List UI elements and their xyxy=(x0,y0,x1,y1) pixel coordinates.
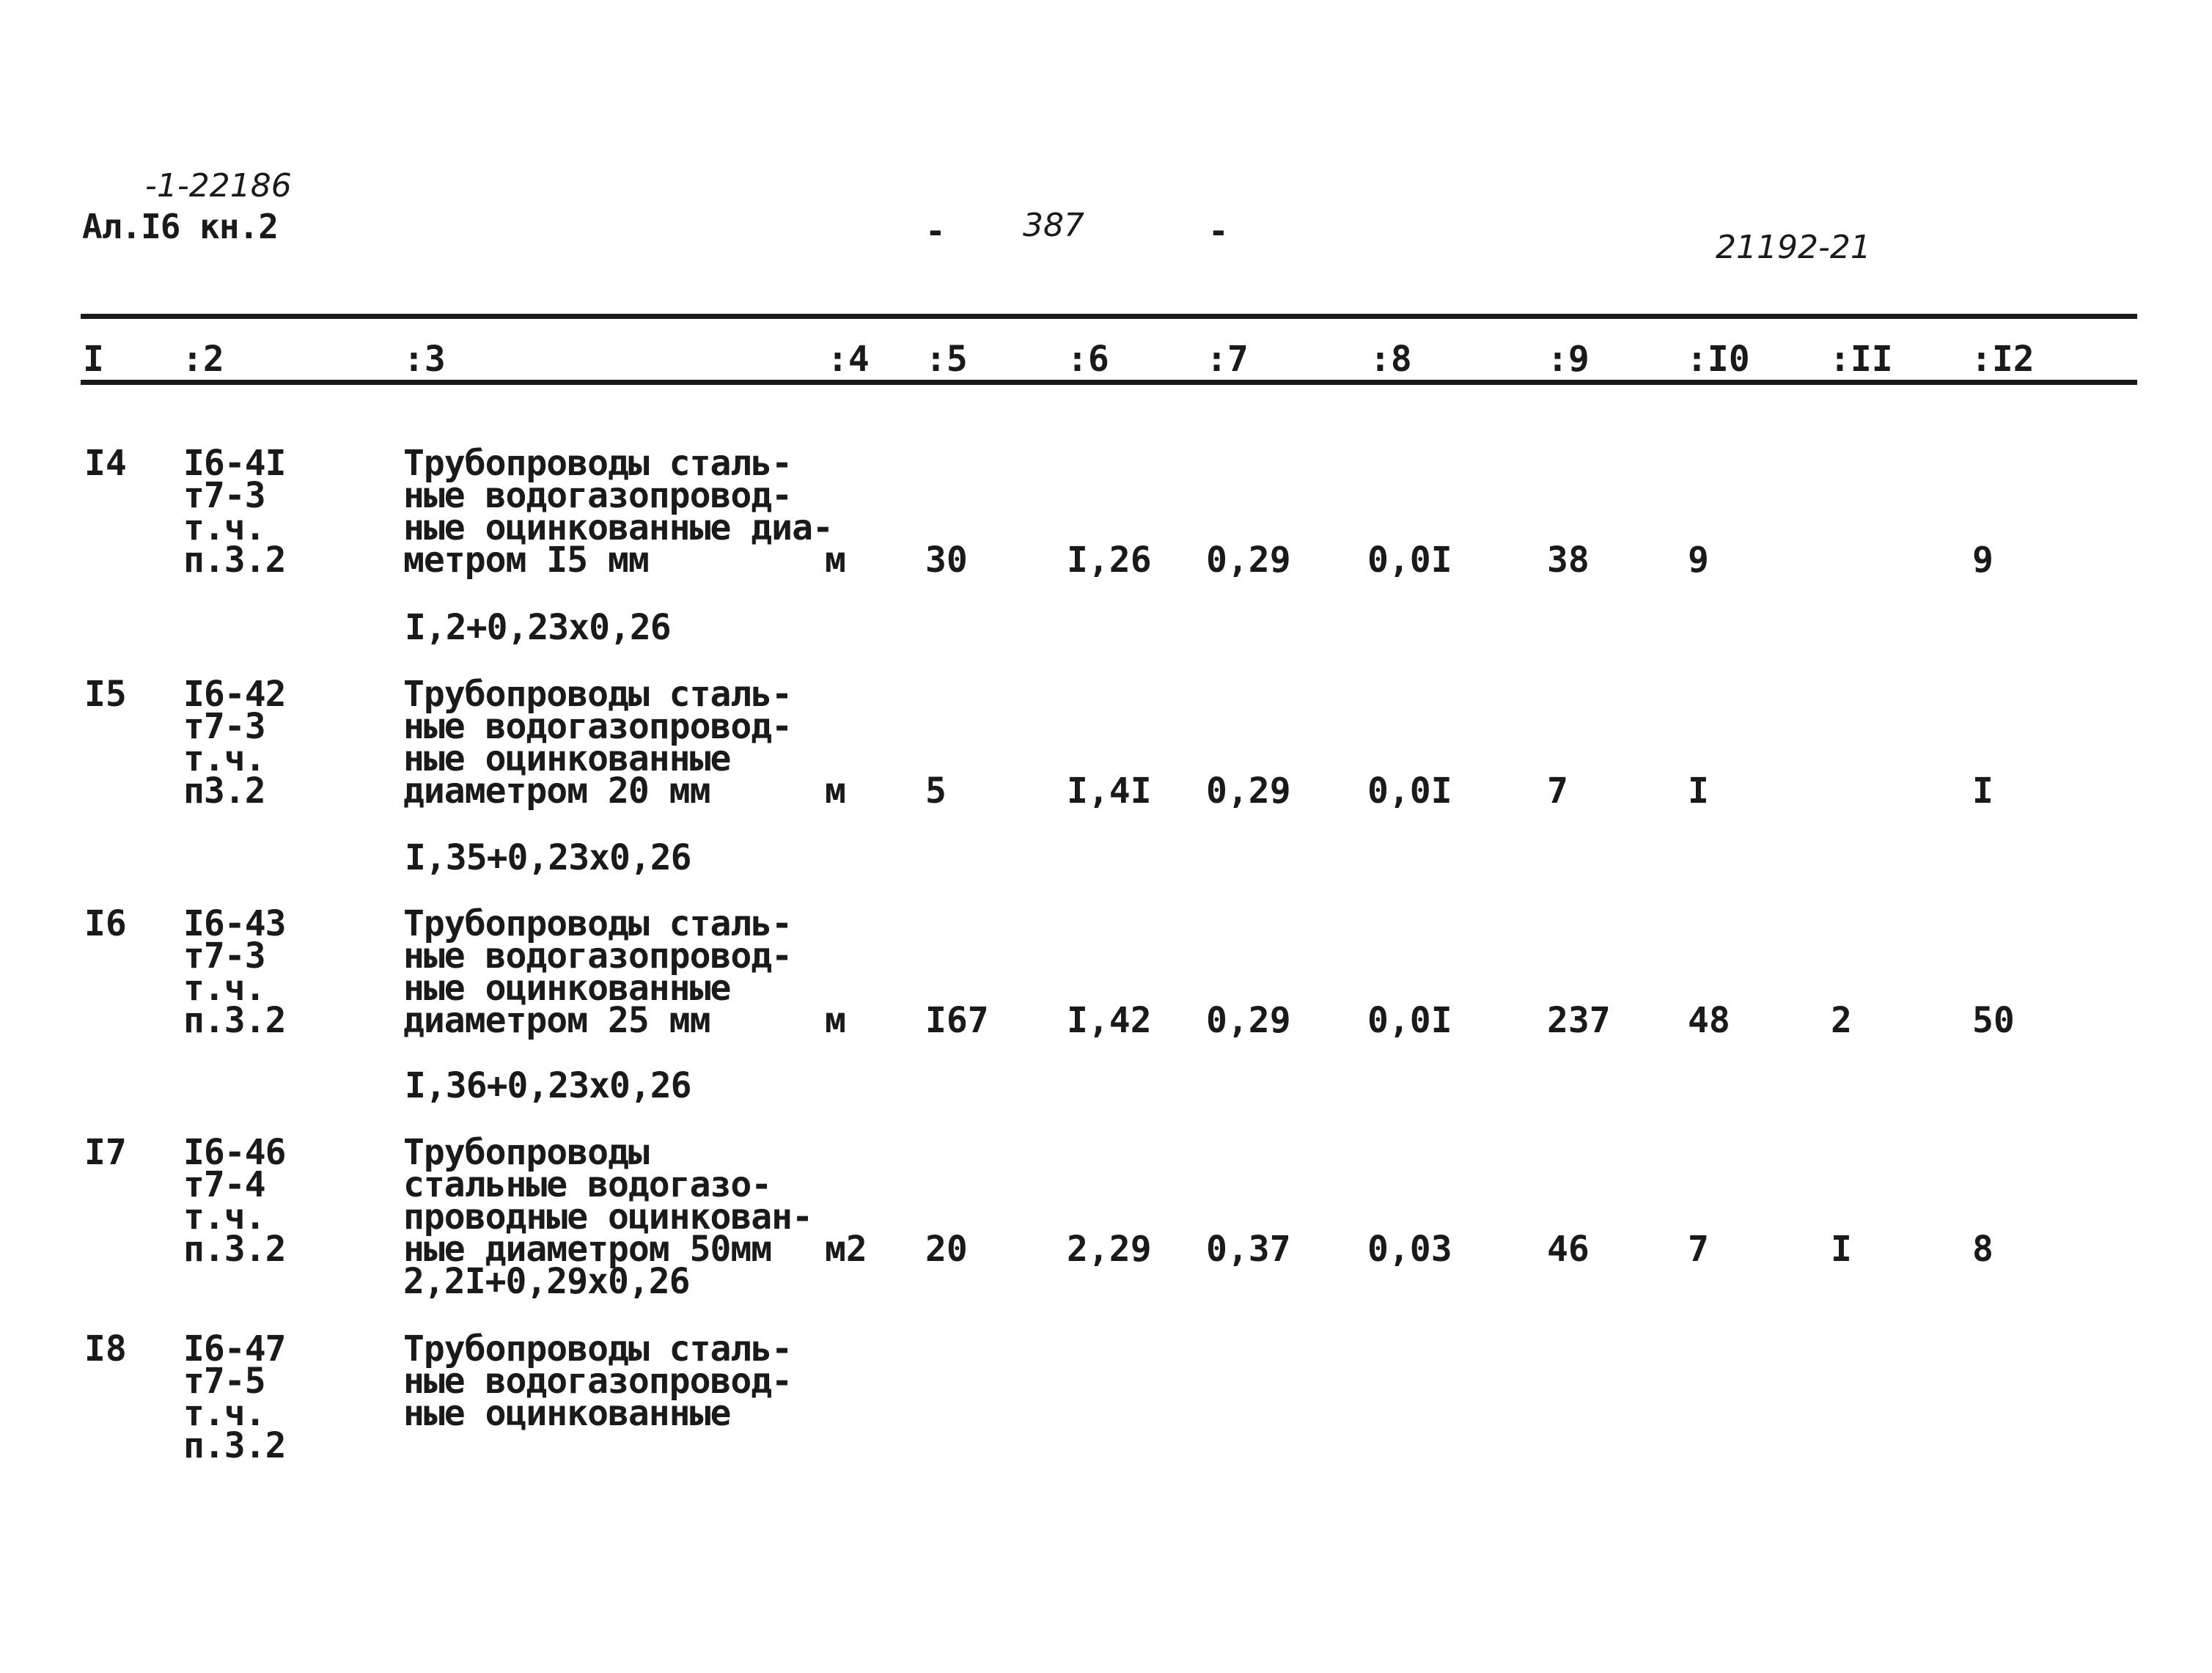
norm-reference: I6-4I т7-3 т.ч. п.3.2 xyxy=(183,443,286,581)
col-header-3: :3 xyxy=(403,339,446,380)
col7-value: 0,37 xyxy=(1206,1229,1291,1270)
unit: м xyxy=(825,771,846,812)
col9-value: 38 xyxy=(1547,540,1590,581)
page-number: 387 xyxy=(1023,207,1084,244)
col-header-12: :I2 xyxy=(1971,339,2035,380)
col8-value: 0,0I xyxy=(1367,771,1452,812)
col10-value: 48 xyxy=(1688,1000,1730,1041)
row-number: I6 xyxy=(84,903,127,944)
col6-value: 2,29 xyxy=(1067,1229,1152,1270)
archive-number: 21192-21 xyxy=(1716,229,1871,266)
col-header-9: :9 xyxy=(1547,339,1590,380)
row-number: I7 xyxy=(84,1132,127,1173)
work-description: Трубопроводы сталь- ные водогазопровод- ные оцинкованные диа- метром I5 мм xyxy=(403,443,833,581)
col9-value: 46 xyxy=(1547,1229,1590,1270)
col8-value: 0,0I xyxy=(1367,1000,1452,1041)
norm-reference: I6-43 т7-3 т.ч. п.3.2 xyxy=(183,903,286,1041)
doc-ref-handwritten: -1-22186 xyxy=(145,167,292,205)
col7-value: 0,29 xyxy=(1206,1000,1291,1041)
table-top-rule xyxy=(81,314,2137,319)
unit: м xyxy=(825,1000,846,1041)
quantity: 30 xyxy=(925,540,968,581)
col-header-4: :4 xyxy=(827,339,870,380)
col7-value: 0,29 xyxy=(1206,540,1291,581)
row-number: I8 xyxy=(84,1328,127,1369)
col11-value: 2 xyxy=(1831,1000,1852,1041)
col10-value: I xyxy=(1688,771,1709,812)
work-description: Трубопроводы стальные водогазо- проводные оцинкован- ные диаметром 50мм xyxy=(403,1132,812,1270)
doc-ref: Ал.I6 кн.2 xyxy=(82,207,278,246)
calc-formula: I,35+0,23х0,26 xyxy=(405,837,691,878)
col-header-5: :5 xyxy=(925,339,968,380)
col12-value: 9 xyxy=(1972,540,1994,581)
col10-value: 7 xyxy=(1688,1229,1709,1270)
calc-formula: 2,2I+0,29х0,26 xyxy=(403,1261,690,1302)
page-dash-left: - xyxy=(925,211,945,251)
col12-value: 8 xyxy=(1972,1229,1994,1270)
header-bottom-rule xyxy=(81,380,2137,385)
work-description: Трубопроводы сталь- ные водогазопровод- ные оцинкованные диаметром 20 мм xyxy=(403,674,793,812)
norm-reference: I6-47 т7-5 т.ч. п.3.2 xyxy=(183,1328,286,1466)
quantity: I67 xyxy=(925,1000,989,1041)
col-header-1: I xyxy=(83,339,104,380)
quantity: 20 xyxy=(925,1229,968,1270)
col12-value: 50 xyxy=(1972,1000,2015,1041)
work-description: Трубопроводы сталь- ные водогазопровод- ные оцинкованные xyxy=(403,1328,793,1434)
calc-formula: I,2+0,23х0,26 xyxy=(405,607,671,648)
row-number: I4 xyxy=(84,443,127,484)
unit: м xyxy=(825,540,846,581)
col6-value: I,42 xyxy=(1067,1000,1152,1041)
col-header-7: :7 xyxy=(1206,339,1249,380)
col-header-6: :6 xyxy=(1067,339,1109,380)
col8-value: 0,03 xyxy=(1367,1229,1452,1270)
page-dash-right: - xyxy=(1208,211,1228,251)
col8-value: 0,0I xyxy=(1367,540,1452,581)
row-number: I5 xyxy=(84,674,127,715)
col11-value: I xyxy=(1831,1229,1852,1270)
col7-value: 0,29 xyxy=(1206,771,1291,812)
unit: м2 xyxy=(825,1229,867,1270)
col-header-11: :II xyxy=(1829,339,1893,380)
quantity: 5 xyxy=(925,771,947,812)
col6-value: I,26 xyxy=(1067,540,1152,581)
col6-value: I,4I xyxy=(1067,771,1152,812)
work-description: Трубопроводы сталь- ные водогазопровод- ные оцинкованные диаметром 25 мм xyxy=(403,903,793,1041)
col9-value: 237 xyxy=(1547,1000,1611,1041)
calc-formula: I,36+0,23х0,26 xyxy=(405,1065,691,1106)
norm-reference: I6-46 т7-4 т.ч. п.3.2 xyxy=(183,1132,286,1270)
col10-value: 9 xyxy=(1688,540,1709,581)
col-header-8: :8 xyxy=(1370,339,1412,380)
col-header-2: :2 xyxy=(182,339,224,380)
col12-value: I xyxy=(1972,771,1994,812)
col-header-10: :I0 xyxy=(1686,339,1750,380)
norm-reference: I6-42 т7-3 т.ч. п3.2 xyxy=(183,674,286,812)
col9-value: 7 xyxy=(1547,771,1568,812)
